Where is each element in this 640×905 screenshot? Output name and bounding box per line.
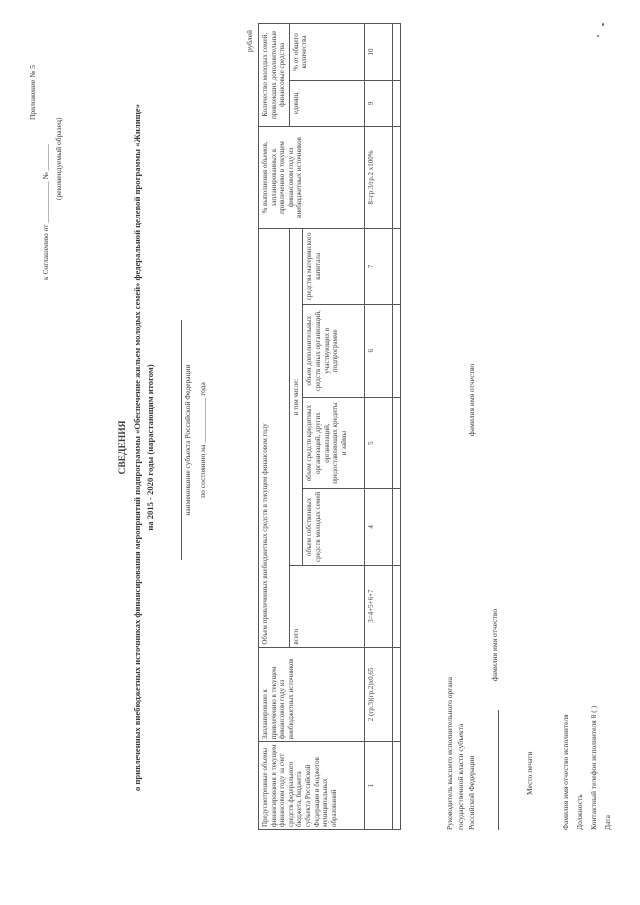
head-of-authority-line2: государственной власти субъекта: [456, 723, 465, 830]
document-title-line2: на 2015 - 2020 годы (нарастающим итогом): [145, 364, 155, 531]
table-cell: 9: [365, 81, 393, 127]
executor-position: Должность: [575, 794, 584, 830]
header-maternity-capital: средства материнского капитала: [303, 229, 365, 304]
table-cell: 5: [365, 398, 393, 489]
header-units: единиц: [289, 81, 365, 127]
signature-line: [497, 710, 499, 830]
header-own-funds: объем собственных средств молодых семей: [303, 489, 365, 565]
scan-speck: [602, 23, 604, 26]
units-label: рублей: [245, 29, 254, 52]
table-cell: 1: [365, 742, 393, 830]
header-additional-funds: объем дополнительных средств иных организаций, участвующих в подпрограмме: [303, 304, 365, 397]
table-cell: 2 (гр.3)(гр.2)х0,65: [365, 647, 393, 742]
header-planned-attraction: Запланировано к привлечению в текущем финансовом году из внебюджетных источников: [259, 647, 365, 742]
stamp-place: Место печати: [525, 751, 534, 795]
table-cell: 4: [365, 489, 393, 565]
header-planned-volume: Предусмотренные объемы финансирования в текущем финансовом году за счет средств федерального бюджета, бюджета субъекта Российской Федерации и бюджетов муниципальных образований: [259, 742, 365, 830]
executor-date: Дата: [603, 815, 612, 830]
table-cell: 3=4+5+6+7: [365, 565, 393, 647]
state-date-line: по состоянию на ____________ года: [198, 382, 207, 498]
header-percent-done: % выполнения объемов, запланированных к привлечению в текущем финансовом году из внебюджетных источников: [259, 126, 365, 229]
table-empty-row: [393, 24, 401, 830]
subject-caption: наименование субъекта Российской Федерации: [183, 364, 192, 516]
executor-name: Фамилия имя отчество исполнителя: [561, 714, 570, 830]
attachment-note: (рекомендуемый образец): [54, 117, 63, 200]
head-of-authority-line1: Руководитель высшего исполнительного органа: [445, 676, 454, 830]
table-cell: 6: [365, 304, 393, 397]
header-including: в том числе:: [289, 229, 303, 565]
header-attracted-volume: Объем привлеченных внебюджетных средств в текущем финансовом году: [259, 229, 290, 647]
fio-caption-2: фамилия имя отчество: [490, 608, 499, 682]
table-cell: 8=гр.3/гр.2 х100%: [365, 126, 393, 229]
table-cell: 10: [365, 24, 393, 81]
document-page: [20, 5, 620, 890]
attachment-agreement: к Соглашению от ___________ № _______: [41, 144, 50, 280]
header-total: всего: [289, 565, 365, 647]
document-heading: СВЕДЕНИЯ: [118, 420, 128, 475]
document-title-line1: о привлеченных внебюджетных источниках финансирования мероприятий подпрограммы «Обеспечение жильем молодых семей» федеральной целевой программы «Жилище»: [132, 103, 142, 792]
header-families-count: Количество молодых семей, привлекших дополнительные финансовые средства: [259, 24, 290, 127]
table-number-row: [365, 24, 393, 830]
table-cell: 7: [365, 229, 393, 304]
head-of-authority-line3: Российской Федерации: [467, 755, 476, 830]
attachment-number: Приложение № 5: [28, 65, 37, 120]
header-credit-funds: объем средств кредитных организаций, других организаций, предоставляющих кредиты и займы: [303, 398, 365, 489]
table-header-row-1: [259, 24, 290, 830]
header-share: % от общего количества: [289, 24, 365, 81]
executor-phone: Контактный телефон исполнителя 8 ( ): [589, 705, 598, 830]
fio-caption: фамилия имя отчество: [467, 363, 476, 437]
subject-name-line: [180, 320, 182, 560]
financing-table: [258, 23, 401, 830]
scan-speck: [597, 35, 599, 37]
